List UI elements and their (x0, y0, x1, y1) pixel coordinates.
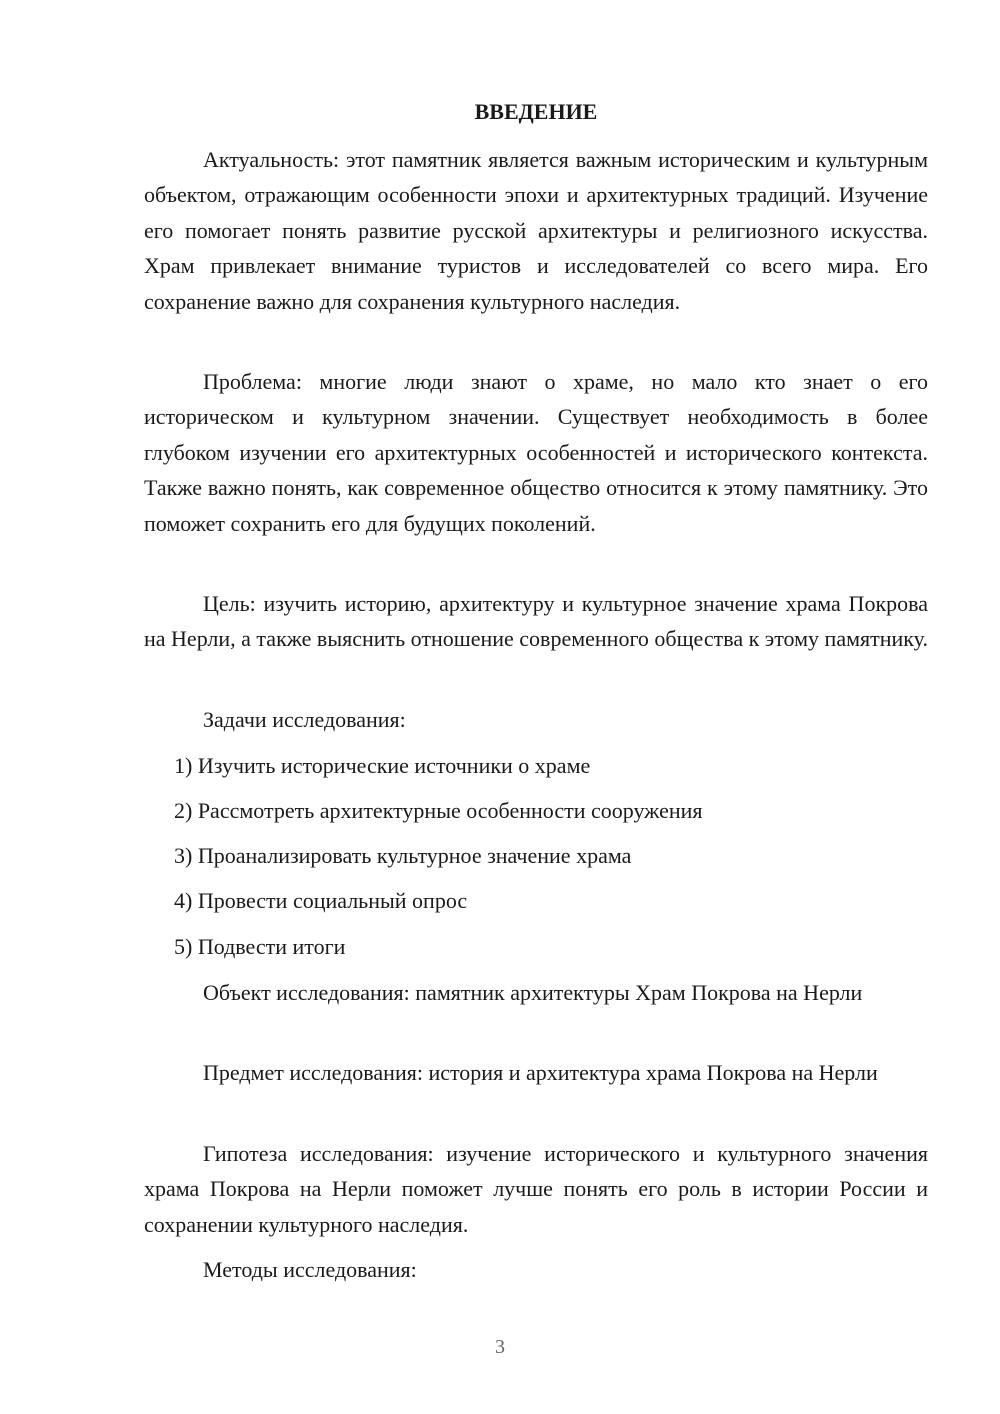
page-title: ВВЕДЕНИЕ (474, 99, 598, 124)
object-paragraph: Объект исследования: памятник архитектуры Храм Покрова на Нерли (203, 980, 863, 1005)
task-item: 5) Подвести итоги (174, 934, 346, 959)
task-item: 1) Изучить исторические источники о храме (174, 753, 591, 778)
tasks-heading: Задачи исследования: (203, 707, 406, 732)
task-item: 3) Проанализировать культурное значение храма (174, 843, 632, 868)
methods-heading: Методы исследования: (203, 1257, 417, 1282)
relevance-paragraph: Актуальность: этот памятник является важным историческим и культурным объектом, отражающим особенности эпохи и архитектурных традиций. Изучение его помогает понять развитие русской архитектуры и религиозного искусства. Храм привлекает внимание туристов и исследователей со всего мира. Его сохранение важно для сохранения культурного наследия. (144, 147, 928, 314)
page-number: 3 (495, 1336, 505, 1358)
problem-paragraph: Проблема: многие люди знают о храме, но мало кто знает о его историческом и культурном значении. Существует необходимость в более глубоком изучении его архитектурных особенностей и исторического контекста. Также важно понять, как современное общество относится к этому памятнику. Это поможет сохранить его для будущих поколений. (144, 369, 928, 536)
hypothesis-paragraph: Гипотеза исследования: изучение исторического и культурного значения храма Покрова на Нерли поможет лучше понять его роль в истории России и сохранении культурного наследия. (144, 1141, 928, 1237)
task-item: 4) Провести социальный опрос (174, 888, 468, 913)
task-item: 2) Рассмотреть архитектурные особенности сооружения (174, 798, 703, 823)
subject-paragraph: Предмет исследования: история и архитектура храма Покрова на Нерли (203, 1060, 878, 1085)
goal-paragraph: Цель: изучить историю, архитектуру и культурное значение храма Покрова на Нерли, а также выяснить отношение современного общества к этому памятнику. (144, 591, 928, 652)
